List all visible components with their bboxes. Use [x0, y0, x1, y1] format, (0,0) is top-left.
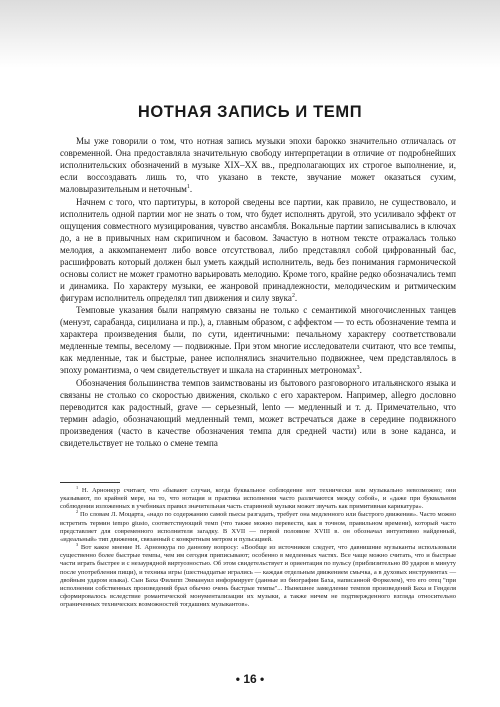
page-number: • 16 •	[235, 672, 265, 686]
footnote-1: $^1$ Н. Арнонкур считает, что «бывают случаи, когда буквальное соблюдение нот технически или музыкально невозможно; они указывают, по крайней мере, на то, что нотация и практика исполнения часто различаются между собой», и «даже при буквальном соблюдении изложенных в учебниках правил значительная часть старинной музыки может звучать как примитивная карикатура».	[60, 484, 456, 511]
footnote-number: 3	[76, 541, 79, 547]
paragraph-1: Мы уже говорили о том, что нотная запись музыки эпохи барокко значительно отличалась от современной. Она предоставляла значительную свободу интерпретации в отличие от подробнейших исполнительских обозначений в музыке XIX–XX вв., предполагающих их строгое выполнение, и, если воссоздавать лишь то, что указано в тексте, звучание может оказаться сухим, маловыразительным и неточным$^1$.	[60, 136, 456, 194]
footnote-3: $^3$ Вот какое мнение Н. Арнонкура по данному вопросу: «Вообще из источников следует, что давнишние музыканты использовали существенно более быстрые темпы, чем им сегодня приписывают; особенно в медленных частях. Все чаще можно считать, что и быстрые части играть быстрее и с незаурядной виртуозностью. Об этом свидетельствует и ориентация по пульсу (приблизительно 80 ударов в минуту после употребления пищи), и техника игры (шестнадцатые игрались — каждая отдельным движением смычка, а в духовых инструментах — двойным ударом языка). Сын Баха Филипп Эммануил информирует (данные из биографии Баха, написанной Форкелем), что его отец "при исполнении собственных произведений брал обычно очень быстрые темпы"... Нынешнее замедление темпов произведений Баха и Генделя сформировалось вследствие романтической монументализации их музыки, а также ничем не подтвержденного взгляда относительно ограниченных технических возможностей тогдашних музыкантов».	[60, 541, 456, 609]
footnote-ref-2: 2	[291, 292, 295, 299]
footnote-2: $^2$ По словам Л. Моцарта, «надо по содержанию самой пьесы разгадать, требует она медленного или быстрого движения». Часто можно встретить термин tempo giusto, соответствующий темп (что также можно перевести, как в точном, правильном времени), который часто представляет для современного исполнителя загадку. В XVII — первой половине XVIII в. он обозначал интуитивно найденный, «идеальный» тип движения, связанный с конкретным метром и пульсацией.	[60, 509, 456, 543]
paragraph-4: Обозначения большинства темпов заимствованы из бытового разговорного итальянского языка и связаны не столько со скоростью движения, сколько с его характером. Например, allegro дословно переводится как радостный, grave — серьезный, lento — медленный и т. д. Примечательно, что термин adagio, обозначающий медленный темп, может встречаться даже в середине подвижного произведения (часто в качестве обозначения темпа для средней части) или в зоне каданса, и свидетельствует не только о смене темпа	[60, 377, 456, 448]
section-heading: НОТНАЯ ЗАПИСЬ И ТЕМП	[137, 103, 363, 121]
footnote-ref-1: 1	[186, 183, 190, 190]
paragraph-2: Начнем с того, что партитуры, в которой сведены все партии, как правило, не существовало, и исполнитель одной партии мог не знать о том, что будет исполнять другой, это усиливало эффект от ощущения совместного музицирования, чувство ансамбля. Вокальные партии записывались в ключах до, а не в привычных нам скрипичном и басовом. Зачастую в нотном тексте отражалась только мелодия, а аккомпанемент либо вовсе отсутствовал, либо представлял собой цифрованный бас, расшифровать который должен был уметь каждый исполнитель, ведь без понимания гармонической основы солист не может грамотно варьировать мелодию. Кроме того, крайне редко обозначались темп и динамика. По характеру музыки, ее жанровой принадлежности, мелодическим и ритмическим фигурам исполнитель определял тип движения и силу звука$^2$.	[60, 196, 456, 303]
footnote-ref-3: 3	[356, 364, 360, 371]
main-text	[60, 135, 456, 449]
footnotes	[60, 484, 456, 609]
footnote-divider	[60, 482, 120, 483]
paragraph-3: Темповые указания были напрямую связаны не только с семантикой многочисленных танцев (менуэт, сарабанда, сицилиана и пр.), а, главным образом, с аффектом — то есть обозначение темпа и характера произведения были, по сути, идентичными: печальному характеру соответствовали медленные темпы, веселому — подвижные. При этом многие исследователи считают, что все темпы, как медленные, так и быстрые, ранее исполнялись значительно подвижнее, чем представлялось в эпоху романтизма, о чем свидетельствует и шкала на старинных метрономах$^3$.	[60, 305, 456, 375]
footnote-number: 2	[76, 509, 79, 515]
scan-top-shading	[0, 0, 500, 68]
footnote-number: 1	[76, 484, 79, 490]
